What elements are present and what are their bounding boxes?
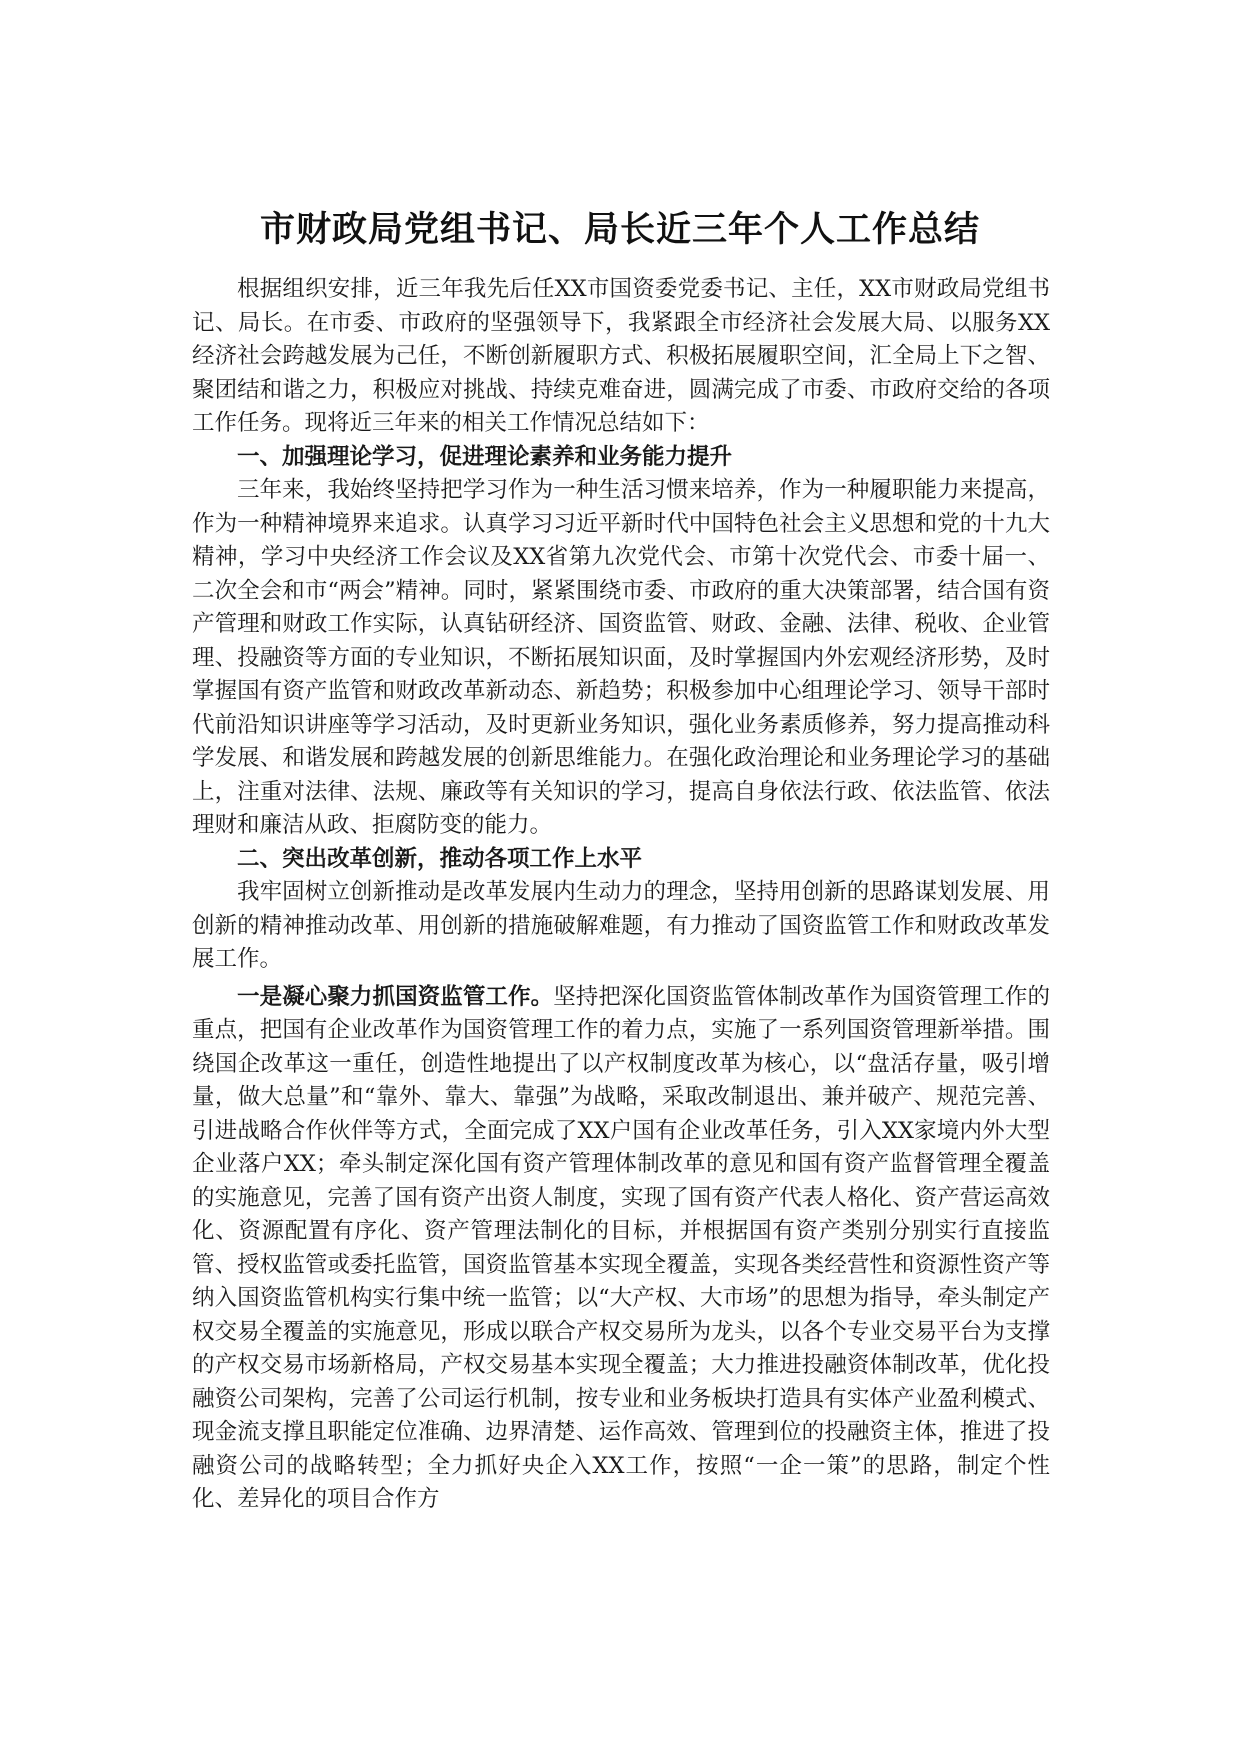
intro-paragraph: 根据组织安排，近三年我先后任XX市国资委党委书记、主任，XX市财政局党组书记、局长。在市委、市政府的坚强领导下，我紧跟全市经济社会发展大局、以服务XX经济社会跨越发展为己任，不断创新履职方式、积极拓展履职空间，汇全局上下之智、聚团结和谐之力，积极应对挑战、持续克难奋进，圆满完成了市委、市政府交给的各项工作任务。现将近三年来的相关工作情况总结如下：: [192, 276, 1050, 436]
section-1-paragraph: 三年来，我始终坚持把学习作为一种生活习惯来培养，作为一种履职能力来提高，作为一种精神境界来追求。认真学习习近平新时代中国特色社会主义思想和党的十九大精神，学习中央经济工作会议及XX省第九次党代会、市第十次党代会、市委十届一、二次全会和市“两会”精神。同时，紧紧围绕市委、市政府的重大决策部署，结合国有资产管理和财政工作实际，认真钻研经济、国资监管、财政、金融、法律、税收、企业管理、投融资等方面的专业知识，不断拓展知识面，及时掌握国内外宏观经济形势，及时掌握国有资产监管和财政改革新动态、新趋势；积极参加中心组理论学习、领导干部时代前沿知识讲座等学习活动，及时更新业务知识，强化业务素质修养，努力提高推动科学发展、和谐发展和跨越发展的创新思维能力。在强化政治理论和业务理论学习的基础上，注重对法律、法规、廉政等有关知识的学习，提高自身依法行政、依法监管、依法理财和廉洁从政、拒腐防变的能力。: [192, 477, 1050, 838]
section-2-item-1-body: 坚持把深化国资监管体制改革作为国资管理工作的重点，把国有企业改革作为国资管理工作的着力点，实施了一系列国资管理新举措。围绕国企改革这一重任，创造性地提出了以产权制度改革为核心，以“盘活存量，吸引增量，做大总量”和“靠外、靠大、靠强”为战略，采取改制退出、兼并破产、规范完善、引进战略合作伙伴等方式，全面完成了XX户国有企业改革任务，引入XX家境内外大型企业落户XX；牵头制定深化国有资产管理体制改革的意见和国有资产监督管理全覆盖的实施意见，完善了国有资产出资人制度，实现了国有资产代表人格化、资产营运高效化、资源配置有序化、资产管理法制化的目标，并根据国有资产类别分别实行直接监管、授权监管或委托监管，国资监管基本实现全覆盖，实现各类经营性和资源性资产等纳入国资监管机构实行集中统一监管；以“大产权、大市场”的思想为指导，牵头制定产权交易全覆盖的实施意见，形成以联合产权交易所为龙头，以各个专业交易平台为支撑的产权交易市场新格局，产权交易基本实现全覆盖；大力推进投融资体制改革，优化投融资公司架构，完善了公司运行机制，按专业和业务板块打造具有实体产业盈利模式、现金流支撑且职能定位准确、边界清楚、运作高效、管理到位的投融资主体，推进了投融资公司的战略转型；全力抓好央企入XX工作，按照“一企一策”的思路，制定个性化、差异化的项目合作方: [192, 983, 1050, 1512]
section-2-heading: 二、突出改革创新，推动各项工作上水平: [237, 845, 643, 872]
section-1-heading: 一、加强理论学习，促进理论素养和业务能力提升: [237, 443, 733, 470]
section-2-paragraph: 我牢固树立创新推动是改革发展内生动力的理念，坚持用创新的思路谋划发展、用创新的精神推动改革、用创新的措施破解难题，有力推动了国资监管工作和财政改革发展工作。: [192, 879, 1050, 972]
section-2-item-1-paragraph: [192, 981, 1050, 1517]
document-body: [192, 273, 1050, 1517]
document-title: 市财政局党组书记、局长近三年个人工作总结: [259, 210, 980, 250]
section-2-item-1-lead: 一是凝心聚力抓国资监管工作。: [237, 983, 554, 1010]
